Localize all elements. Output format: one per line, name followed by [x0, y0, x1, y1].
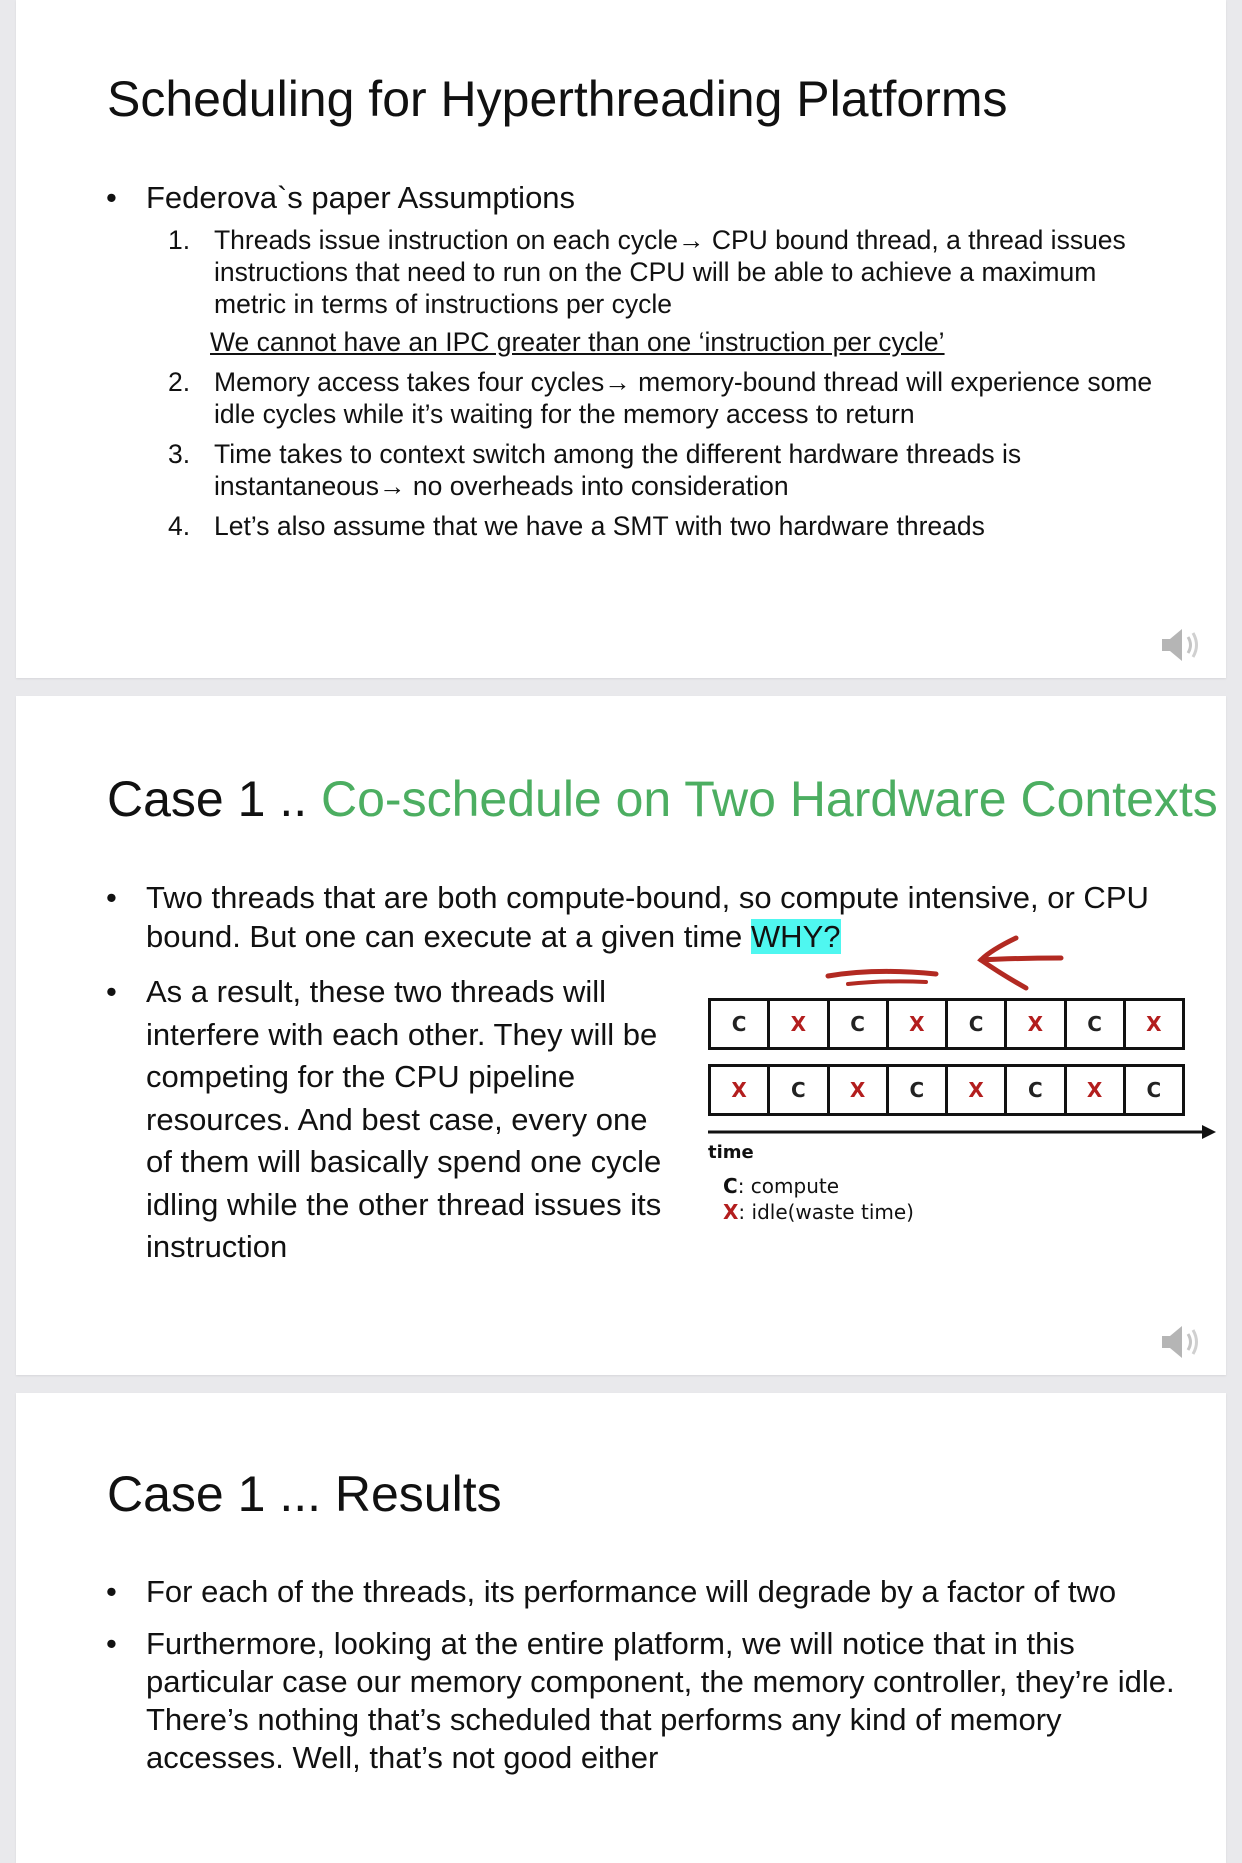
cycle-cell: C [830, 1001, 889, 1047]
item-number: 3. [168, 439, 191, 469]
bullet-item [106, 1625, 1186, 1777]
item-text: Memory access takes four cycles→ memory-bound thread will experience some idle cycles while it’s waiting for the memory access to return [214, 367, 1153, 429]
bullet-item [106, 180, 1166, 542]
item-note: We cannot have an IPC greater than one ‘instruction per cycle’ [210, 327, 945, 357]
bullet-text: Furthermore, looking at the entire platform, we will notice that in this particular case our memory component, the memory controller, they’re idle. There’s nothing that’s scheduled that performs any kind of memory accesses. Well, that’s not good either [146, 1626, 1175, 1775]
slide-title: Scheduling for Hyperthreading Platforms [107, 71, 1008, 127]
item-text: Time takes to context switch among the different hardware threads is instantaneous→ no overheads into consideration [214, 439, 1022, 501]
bullet-list [106, 180, 1166, 550]
cycle-cell: C [1007, 1067, 1066, 1113]
slide-case1-coschedule [16, 696, 1226, 1375]
speaker-icon[interactable] [1160, 1322, 1204, 1362]
item-text: Let’s also assume that we have a SMT with two hardware threads [214, 511, 985, 541]
bullet-text: Two threads that are both compute-bound, so compute intensive, or CPU bound. But one can execute at a given time [146, 880, 1149, 954]
time-axis-arrow [708, 1124, 1218, 1140]
legend-item-idle [723, 1199, 914, 1225]
thread-row-2 [708, 1064, 1185, 1116]
numbered-item [146, 224, 1166, 358]
slide-title [107, 770, 1218, 828]
title-accent: Co-schedule on Two Hardware Contexts [321, 771, 1218, 827]
bullet-text: For each of the threads, its performance will degrade by a factor of two [146, 1574, 1117, 1609]
cycle-cell: C [1146, 1078, 1162, 1102]
item-number: 1. [168, 225, 191, 255]
thread-row-1 [708, 998, 1185, 1050]
cycle-cell: C [889, 1067, 948, 1113]
cycle-cell: X [770, 1001, 829, 1047]
legend-key: X [723, 1200, 739, 1224]
highlighted-text: WHY? [750, 919, 841, 954]
cycle-cell: X [948, 1067, 1007, 1113]
cycle-cell: X [1146, 1012, 1162, 1036]
legend-text: : idle(waste time) [738, 1200, 914, 1224]
legend-key: C [723, 1174, 738, 1198]
slide-case1-results [16, 1393, 1226, 1863]
cycle-cell: X [711, 1067, 770, 1113]
numbered-item [146, 510, 1166, 542]
bullet-list [106, 971, 666, 1269]
cycle-cell: X [1007, 1001, 1066, 1047]
diagram-legend [723, 1173, 914, 1225]
cycle-cell: C [948, 1001, 1007, 1047]
cycle-cell: X [1067, 1067, 1126, 1113]
bullet-item [106, 971, 666, 1269]
slide-scheduling-assumptions [16, 0, 1226, 678]
numbered-item [146, 438, 1166, 502]
thread-timeline-diagram [708, 998, 1162, 1228]
cycle-cell: C [770, 1067, 829, 1113]
cycle-cell: X [889, 1001, 948, 1047]
item-number: 2. [168, 367, 191, 397]
cycle-cell: C [711, 1001, 770, 1047]
speaker-icon[interactable] [1160, 625, 1204, 665]
numbered-item [146, 366, 1166, 430]
time-axis-label: time [708, 1142, 754, 1163]
bullet-text: As a result, these two threads will interfere with each other. They will be competing for the CPU pipeline resources. And best case, every one of them will basically spend one cycle idling while the other thread issues its instruction [146, 974, 662, 1264]
item-text: Threads issue instruction on each cycle→ CPU bound thread, a thread issues instructions that need to run on the CPU will be able to achieve a maximum metric in terms of instructions per cycle [214, 225, 1126, 319]
bullet-text: Federova`s paper Assumptions [146, 180, 576, 215]
title-prefix: Case 1 .. [107, 771, 308, 827]
numbered-list [146, 224, 1166, 542]
item-number: 4. [168, 511, 191, 541]
bullet-list [106, 1573, 1186, 1791]
cycle-cell: C [1067, 1001, 1126, 1047]
cycle-cell: X [830, 1067, 889, 1113]
slide-title: Case 1 ... Results [107, 1466, 502, 1522]
legend-item-compute [723, 1173, 914, 1199]
bullet-item [106, 1573, 1186, 1611]
legend-text: : compute [737, 1174, 840, 1198]
